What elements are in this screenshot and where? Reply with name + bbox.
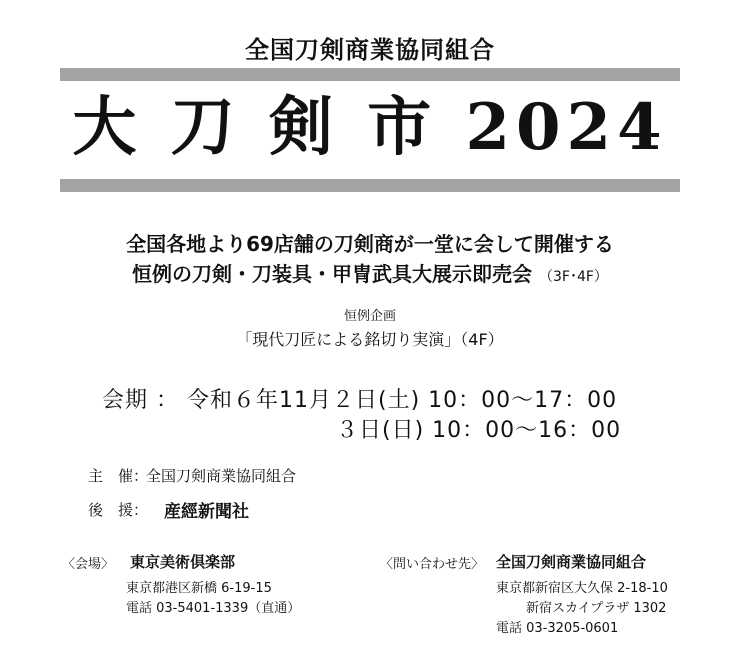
lead-line-2 [0, 258, 740, 287]
inquiry-phone: 電話 03-3205-0601 [496, 621, 619, 636]
top-gray-bar [60, 68, 680, 81]
support-label: 後 援： [88, 501, 149, 519]
venue-address: 東京都港区新橋 6-19-15 [126, 581, 272, 596]
inquiry-name: 全国刀剣商業協同組合 [496, 553, 647, 571]
schedule-day-1: 会期 ： 令和６年11月２日(土) 10：00～17：00 [102, 388, 618, 413]
lead-line-2-main: 恒例の刀剣・刀装具・甲冑武具大展示即売会 [132, 262, 533, 286]
bottom-gray-bar [60, 179, 680, 192]
floor-note: （3F･4F） [539, 269, 608, 285]
inquiry-tag: 〈問い合わせ先〉 [380, 557, 485, 572]
venue-tag: 〈会場〉 [62, 557, 115, 572]
host-label: 主 催： [88, 467, 149, 485]
schedule-day-2: ３日(日) 10：00～16：00 [336, 418, 622, 443]
organizer-heading: 全国刀剣商業協同組合 [245, 36, 495, 64]
special-event-title: 「現代刀匠による銘切り実演」（4F） [236, 330, 504, 349]
support-value: 産經新聞社 [164, 502, 249, 522]
inquiry-address-1: 東京都新宿区大久保 2-18-10 [496, 581, 668, 596]
special-event-label: 恒例企画 [343, 309, 396, 324]
venue-name: 東京美術倶楽部 [130, 553, 236, 571]
event-title: 大 刀 剣 市 2024 [72, 90, 668, 165]
venue-phone: 電話 03-5401-1339（直通） [126, 601, 301, 616]
host-value: 全国刀剣商業協同組合 [146, 467, 297, 485]
lead-line-1: 全国各地より69店舗の刀剣商が一堂に会して開催する [126, 232, 614, 256]
inquiry-address-2: 新宿スカイプラザ 1302 [526, 601, 667, 616]
